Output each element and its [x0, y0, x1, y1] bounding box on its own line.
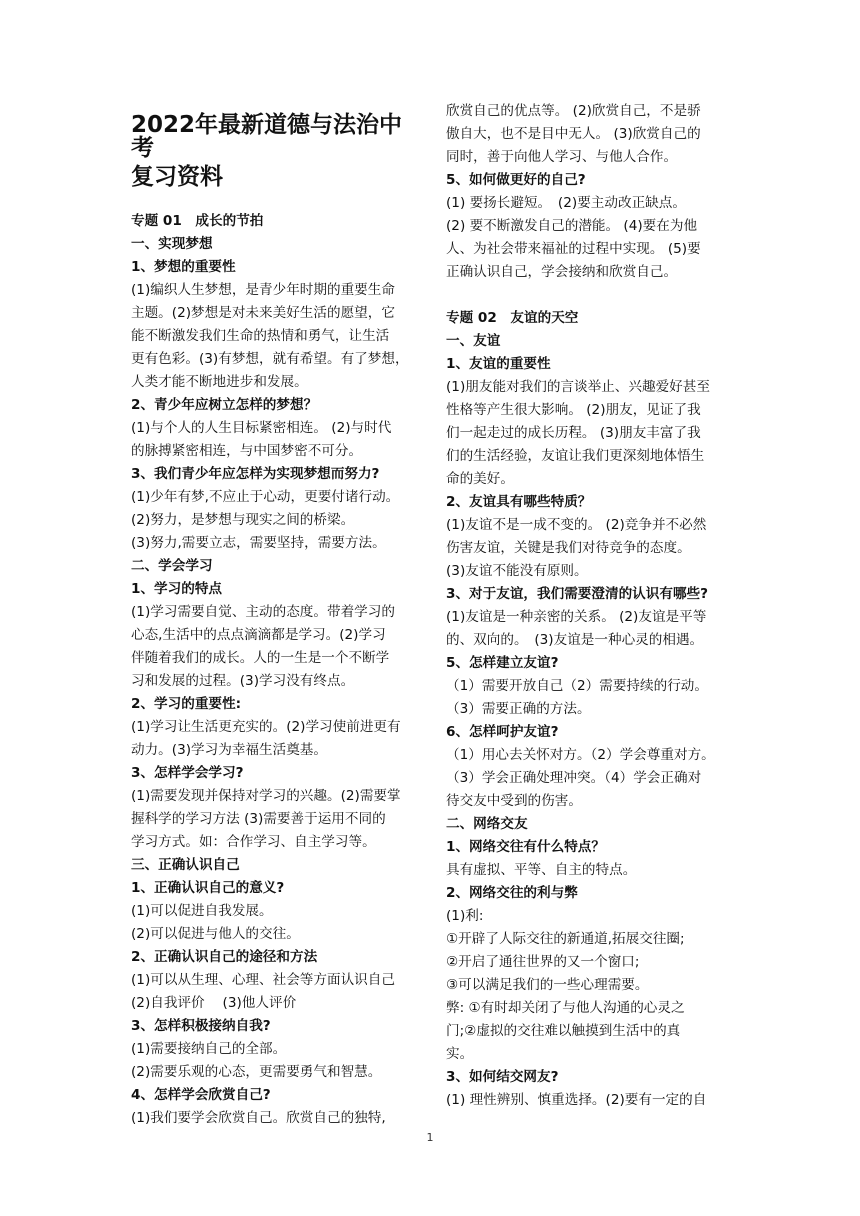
left-column-body [131, 210, 417, 1130]
text-line: (1)友谊不是一成不变的。 (2)竞争并不必然 [446, 517, 707, 533]
section-heading: 4、怎样学会欣赏自己? [131, 1087, 271, 1103]
text-line: 傲自大，也不是目中无人。 (3)欣赏自己的 [446, 126, 701, 142]
section-heading: 一、实现梦想 [131, 236, 213, 252]
text-line: (2)努力，是梦想与现实之间的桥梁。 [131, 512, 355, 528]
document-title-line-1: 2022年最新道德与法治中考 [131, 112, 403, 161]
text-line: 人、为社会带来福祉的过程中实现。 (5)要 [446, 241, 701, 257]
text-line: (1)朋友能对我们的言谈举止、兴趣爱好甚至 [446, 379, 710, 395]
text-line: （3）学会正确处理冲突。（4）学会正确对 [446, 770, 702, 786]
text-line: (1) 理性辨别、慎重选择。(2)要有一定的自 [446, 1092, 707, 1108]
section-heading: 1、正确认识自己的意义? [131, 880, 285, 896]
text-line: 能不断激发我们生命的热情和勇气，让生活 [131, 328, 390, 344]
text-line: 伴随着我们的成长。人的一生是一个不断学 [131, 650, 390, 666]
text-line: 更有色彩。(3)有梦想，就有希望。有了梦想， [131, 351, 409, 367]
section-heading: 2、友谊具有哪些特质？ [446, 494, 592, 510]
text-line: (1)需要接纳自己的全部。 [131, 1041, 287, 1057]
text-line: 主题。(2)梦想是对未来美好生活的愿望，它 [131, 305, 395, 321]
text-line: (2) 要不断激发自己的潜能。 (4)要在为他 [446, 218, 698, 234]
section-heading: 3、如何结交网友? [446, 1069, 559, 1085]
text-line: 实。 [446, 1046, 474, 1062]
text-line: (2)需要乐观的心态，更需要勇气和智慧。 [131, 1064, 382, 1080]
text-line: 人类才能不断地进步和发展。 [131, 374, 308, 390]
text-line: (1)少年有梦,不应止于心动，更要付诸行动。 [131, 489, 400, 505]
text-line: (1)可以促进自我发展。 [131, 903, 273, 919]
text-line: (1)我们要学会欣赏自己。欣赏自己的独特, [131, 1110, 386, 1126]
section-heading: 6、怎样呵护友谊? [446, 724, 559, 740]
text-line: 弊: ①有时却关闭了与他人沟通的心灵之 [446, 1000, 685, 1016]
text-line: 动力。(3)学习为幸福生活奠基。 [131, 742, 327, 758]
section-heading: 2、正确认识自己的途径和方法 [131, 949, 318, 965]
section-heading: 专题 01 成长的节拍 [131, 213, 264, 229]
text-line: (1)需要发现并保持对学习的兴趣。(2)需要掌 [131, 788, 401, 804]
text-line: 待交友中受到的伤害。 [446, 793, 582, 809]
section-heading: 1、学习的特点 [131, 581, 223, 597]
section-heading: 3、怎样学会学习? [131, 765, 244, 781]
text-line: 习和发展的过程。(3)学习没有终点。 [131, 673, 355, 689]
section-heading: 1、梦想的重要性 [131, 259, 236, 275]
text-line: （1）需要开放自己（2）需要持续的行动。 [446, 678, 708, 694]
text-line: (1)与个人的人生目标紧密相连。 (2)与时代 [131, 420, 392, 436]
text-line: 欣赏自己的优点等。 (2)欣赏自己，不是骄 [446, 103, 701, 119]
text-line: 学习方式。如：合作学习、自主学习等。 [131, 834, 376, 850]
section-heading: 二、学会学习 [131, 558, 213, 574]
section-heading: 2、青少年应树立怎样的梦想？ [131, 397, 318, 413]
section-heading: 三、正确认识自己 [131, 857, 240, 873]
text-line: 握科学的学习方法 (3)需要善于运用不同的 [131, 811, 386, 827]
text-line: (1)编织人生梦想，是青少年时期的重要生命 [131, 282, 395, 298]
section-heading: 2、学习的重要性: [131, 696, 242, 712]
text-line: 心态,生活中的点点滴滴都是学习。(2)学习 [131, 627, 386, 643]
text-line: (3)努力,需要立志，需要坚持，需要方法。 [131, 535, 386, 551]
text-line: (1) 要扬长避短。 (2)要主动改正缺点。 [446, 195, 686, 211]
text-line: ③可以满足我们的一些心理需要。 [446, 977, 649, 993]
text-line: 伤害友谊，关键是我们对待竞争的态度。 [446, 540, 691, 556]
text-line: (1)学习需要自觉、主动的态度。带着学习的 [131, 604, 395, 620]
section-heading: 3、我们青少年应怎样为实现梦想而努力? [131, 466, 380, 482]
text-line: ②开启了通往世界的又一个窗口; [446, 954, 640, 970]
text-line: (1)友谊是一种亲密的关系。 (2)友谊是平等 [446, 609, 707, 625]
text-line: （3）需要正确的方法。 [446, 701, 591, 717]
right-column [446, 100, 732, 1112]
document-title-line-2: 复习资料 [131, 164, 223, 190]
section-heading: 3、对于友谊，我们需要澄清的认识有哪些? [446, 586, 709, 602]
section-heading: 5、如何做更好的自己? [446, 172, 586, 188]
text-line: 们的生活经验，友谊让我们更深刻地体悟生 [446, 448, 705, 464]
section-heading: 1、网络交往有什么特点？ [446, 839, 605, 855]
text-line: (2)可以促进与他人的交往。 [131, 926, 300, 942]
text-line: 同时，善于向他人学习、与他人合作。 [446, 149, 678, 165]
text-line: (3)友谊不能没有原则。 [446, 563, 588, 579]
text-line: 的、双向的。 (3)友谊是一种心灵的相遇。 [446, 632, 704, 648]
section-heading: 专题 02 友谊的天空 [446, 310, 579, 326]
text-line: 们一起走过的成长历程。 (3)朋友丰富了我 [446, 425, 701, 441]
text-line: (2)自我评价 (3)他人评价 [131, 995, 297, 1011]
text-line: 命的美好。 [446, 471, 514, 487]
text-line: (1)学习让生活更充实的。(2)学习使前进更有 [131, 719, 401, 735]
text-line: （1）用心去关怀对方。（2）学会尊重对方。 [446, 747, 715, 763]
right-column-body [446, 100, 732, 1112]
text-line: ①开辟了人际交往的新通道,拓展交往圈; [446, 931, 685, 947]
section-heading: 3、怎样积极接纳自我? [131, 1018, 271, 1034]
text-line: 具有虚拟、平等、自主的特点。 [446, 862, 637, 878]
text-line: 正确认识自己，学会接纳和欣赏自己。 [446, 264, 678, 280]
left-column [131, 100, 417, 1130]
section-heading: 5、怎样建立友谊? [446, 655, 559, 671]
section-heading: 2、网络交往的利与弊 [446, 885, 578, 901]
section-heading: 1、友谊的重要性 [446, 356, 551, 372]
page-number: 1 [426, 1131, 434, 1144]
text-line: 门;②虚拟的交往难以触摸到生活中的真 [446, 1023, 681, 1039]
text-line: (1)可以从生理、心理、社会等方面认识自己 [131, 972, 395, 988]
section-heading: 一、友谊 [446, 333, 501, 349]
text-line: 的脉搏紧密相连，与中国梦密不可分。 [131, 443, 363, 459]
section-heading: 二、网络交友 [446, 816, 528, 832]
text-line: 性格等产生很大影响。 (2)朋友，见证了我 [446, 402, 701, 418]
text-line: (1)利: [446, 908, 484, 924]
text-line [446, 284, 732, 307]
